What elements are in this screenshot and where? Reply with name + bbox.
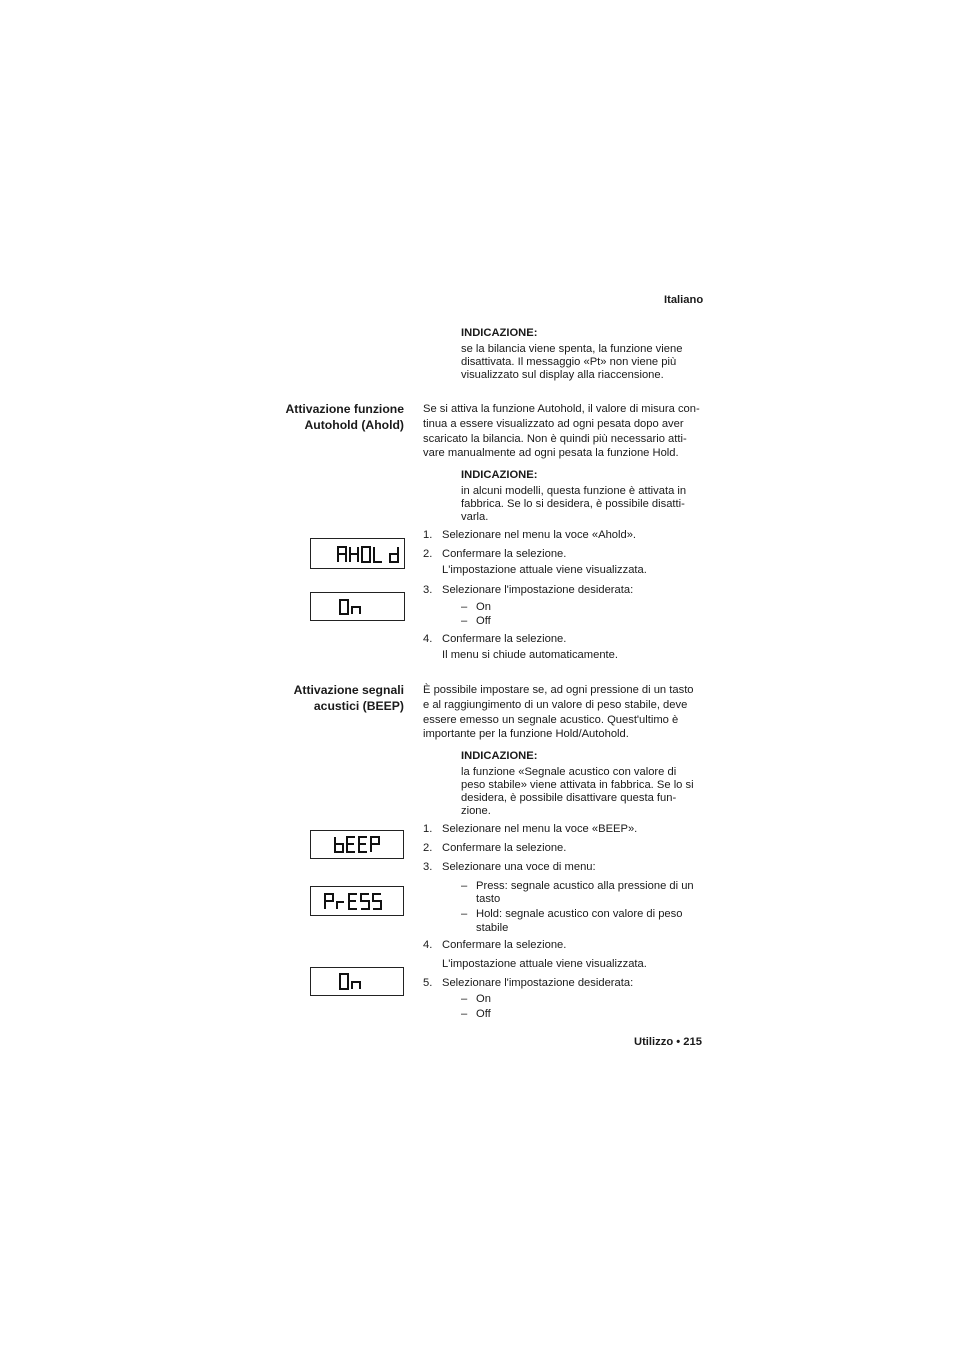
step-subtext: Il menu si chiude automaticamente. (442, 649, 618, 661)
lcd-display-beep (310, 830, 404, 859)
step-number: 1. (423, 529, 433, 541)
section-heading-beep: Attivazione segnali acustici (BEEP) (293, 683, 404, 713)
option-dash: – (461, 880, 468, 892)
page-footer: Utilizzo • 215 (634, 1036, 702, 1048)
step-number: 3. (423, 584, 433, 596)
step-text: Selezionare nel menu la voce «BEEP». (442, 823, 638, 835)
step-text: Confermare la selezione. (442, 633, 567, 645)
step-text: Selezionare l'impostazione desiderata: (442, 977, 634, 989)
note-line: la funzione «Segnale acustico con valore di (461, 766, 677, 778)
note-line: peso stabile» viene attivata in fabbrica. Se lo si (461, 779, 694, 791)
note-line: disattivata. Il messaggio «Pt» non viene più (461, 356, 677, 368)
note-line: se la bilancia viene spenta, la funzione viene (461, 343, 683, 355)
option-text: Press: segnale acustico alla pressione di un (476, 880, 694, 892)
option-text: On (476, 601, 491, 613)
step-text: Confermare la selezione. (442, 548, 567, 560)
section-intro-ahold: Se si attiva la funzione Autohold, il valore di misura con- tinua a essere visualizzato ad ogni pesata dopo aver scaricato la bilancia. Non è quindi più necessario atti- vare manualmente ad ogni pesata la funzione Hold. (423, 403, 700, 460)
step-number: 4. (423, 939, 433, 951)
option-dash: – (461, 601, 468, 613)
section-intro-beep: È possibile impostare se, ad ogni pressione di un tasto e al raggiungimento di un valore di peso stabile, deve essere emesso un segnale acustico. Quest'ultimo è importante per la funzione Hold/Autohold. (423, 684, 694, 741)
step-text: Selezionare nel menu la voce «Ahold». (442, 529, 637, 541)
option-dash: – (461, 993, 468, 1005)
step-number: 2. (423, 548, 433, 560)
lcd-glyphs (311, 593, 406, 622)
lcd-display-on (310, 967, 404, 996)
note-line: visualizzato sul display alla riaccensione. (461, 369, 664, 381)
option-text: Off (476, 615, 491, 627)
note-title: INDICAZIONE: (461, 469, 538, 481)
option-dash: – (461, 615, 468, 627)
note-title: INDICAZIONE: (461, 750, 538, 762)
step-number: 1. (423, 823, 433, 835)
lcd-glyphs (311, 887, 405, 917)
lcd-glyphs (311, 539, 406, 570)
step-text: Selezionare l'impostazione desiderata: (442, 584, 634, 596)
option-text: Hold: segnale acustico con valore di peso (476, 908, 683, 920)
step-number: 4. (423, 633, 433, 645)
lcd-display-ahold (310, 538, 405, 569)
step-number: 5. (423, 977, 433, 989)
step-subtext: L'impostazione attuale viene visualizzata. (442, 564, 647, 576)
lcd-glyphs (311, 968, 405, 997)
option-dash: – (461, 908, 468, 920)
step-text: Confermare la selezione. (442, 842, 567, 854)
option-text: On (476, 993, 491, 1005)
note-line: zione. (461, 805, 491, 817)
option-text: stabile (476, 922, 509, 934)
section-heading-ahold: Attivazione funzione Autohold (Ahold) (285, 402, 404, 432)
note-title: INDICAZIONE: (461, 327, 538, 339)
note-line: in alcuni modelli, questa funzione è attivata in (461, 485, 687, 497)
option-text: tasto (476, 893, 501, 905)
lcd-display-on (310, 592, 405, 621)
page-language-header: Italiano (664, 294, 704, 306)
step-text: Selezionare una voce di menu: (442, 861, 596, 873)
note-line: desidera, è possibile disattivare questa fun- (461, 792, 677, 804)
step-number: 3. (423, 861, 433, 873)
lcd-display-press (310, 886, 404, 916)
lcd-glyphs (311, 831, 405, 860)
option-dash: – (461, 1008, 468, 1020)
note-line: fabbrica. Se lo si desidera, è possibile disatti- (461, 498, 685, 510)
option-text: Off (476, 1008, 491, 1020)
step-subtext: L'impostazione attuale viene visualizzata. (442, 958, 647, 970)
note-line: varla. (461, 511, 489, 523)
step-number: 2. (423, 842, 433, 854)
step-text: Confermare la selezione. (442, 939, 567, 951)
